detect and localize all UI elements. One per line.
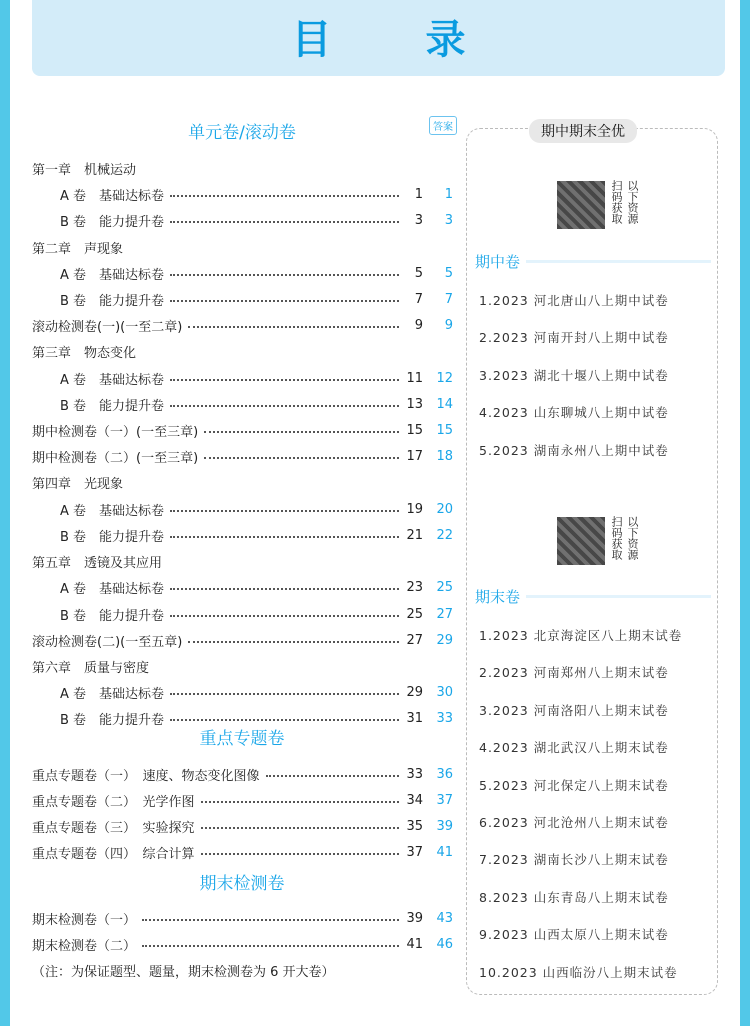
page-number: 37 [406,844,423,860]
exam-paper-link[interactable]: 3.2023 湖北十堰八上期中试卷 [479,367,669,383]
toc-entry[interactable] [32,789,457,811]
entry-label: B 卷 能力提升卷 [60,214,165,230]
answer-page-number: 9 [444,317,453,333]
toc-entry[interactable] [32,763,457,785]
dot-leader [201,801,399,803]
entry-label: 期末检测卷（一） [32,912,137,928]
entry-label: 重点专题卷（一） 速度、物态变化图像 [32,768,260,784]
entry-label: 第二章 声现象 [32,241,124,257]
entry-label: B 卷 能力提升卷 [60,712,165,728]
toc-entry[interactable] [32,393,457,415]
qr-caption-text: 扫码获取 [610,516,623,560]
page-number: 29 [406,684,423,700]
dot-leader [204,457,399,459]
dot-leader [170,274,399,276]
dot-leader [201,827,399,829]
toc-entry[interactable] [32,262,457,284]
page-number: 33 [406,766,423,782]
exam-paper-link[interactable]: 2.2023 河南郑州八上期末试卷 [479,665,669,681]
answer-page-number: 27 [436,606,453,622]
dot-leader [170,195,399,197]
answer-page-number: 7 [444,291,453,307]
entry-label: 重点专题卷（二） 光学作图 [32,794,195,810]
entry-label: A 卷 基础达标卷 [60,267,165,283]
entry-label: A 卷 基础达标卷 [60,188,165,204]
entry-label: B 卷 能力提升卷 [60,293,165,309]
entry-label: 期末检测卷（二） [32,938,137,954]
dot-leader [142,945,399,947]
toc-entry[interactable] [32,907,457,929]
dot-leader [142,919,399,921]
answer-page-number: 25 [436,579,453,595]
exam-paper-link[interactable]: 7.2023 湖南长沙八上期末试卷 [479,852,669,868]
toc-entry[interactable] [32,933,457,955]
exam-resources-panel [466,124,718,995]
exam-paper-link[interactable]: 5.2023 河北保定八上期末试卷 [479,777,669,793]
chapter-heading [32,157,457,179]
toc-entry[interactable] [32,367,457,389]
chapter-heading [32,471,457,493]
toc-entry[interactable] [32,815,457,837]
entry-label: 第三章 物态变化 [32,345,137,361]
dot-leader [170,405,399,407]
exam-paper-link[interactable]: 3.2023 河南洛阳八上期末试卷 [479,702,669,718]
chapter-heading [32,655,457,677]
entry-label: A 卷 基础达标卷 [60,686,165,702]
page-number: 9 [414,317,423,333]
entry-label: 第一章 机械运动 [32,162,137,178]
entry-label: A 卷 基础达标卷 [60,372,165,388]
panel-title: 期中期末全优 [529,119,637,143]
exam-paper-link[interactable]: 4.2023 湖北武汉八上期末试卷 [479,740,669,756]
entry-label: 期中检测卷（一）(一至三章) [32,424,199,440]
dot-leader [170,693,399,695]
answer-page-number: 39 [436,818,453,834]
page-number: 11 [406,370,423,386]
dot-leader [170,588,399,590]
page-number: 27 [406,632,423,648]
answer-page-number: 15 [436,422,453,438]
page-number: 3 [414,212,423,228]
page [10,0,740,1026]
page-title: 目 录 [291,17,506,63]
qr-code-image [557,181,605,229]
exam-paper-link[interactable]: 6.2023 河北沧州八上期末试卷 [479,815,669,830]
page-number: 5 [414,265,423,281]
title-banner [32,0,725,76]
entry-label: 第四章 光现象 [32,476,124,492]
toc-entry[interactable] [32,681,457,703]
exam-paper-link[interactable]: 9.2023 山西太原八上期末试卷 [479,927,669,943]
entry-label: B 卷 能力提升卷 [60,529,165,545]
toc-entry[interactable] [32,288,457,310]
entry-label: 重点专题卷（三） 实验探究 [32,820,195,836]
subsection-heading [475,251,711,272]
page-number: 25 [406,606,423,622]
exam-paper-link[interactable]: 10.2023 山西临汾八上期末试卷 [479,964,678,980]
entry-label: B 卷 能力提升卷 [60,608,165,624]
dot-leader [170,615,399,617]
exam-paper-link[interactable]: 4.2023 山东聊城八上期中试卷 [479,405,669,421]
dot-leader [170,379,399,381]
page-number: 34 [406,792,423,808]
answer-page-number: 18 [436,448,453,464]
page-number: 31 [406,710,423,726]
toc-entry[interactable] [32,841,457,863]
dot-leader [170,300,399,302]
toc-entry[interactable] [32,183,457,205]
dot-leader [170,536,399,538]
chapter-heading [32,550,457,572]
toc-entry[interactable] [32,498,457,520]
qr-code-image [557,517,605,565]
dot-leader [188,326,399,328]
section-heading: 期末检测卷 [199,874,285,894]
page-number: 17 [406,448,423,464]
page-number: 39 [406,910,423,926]
dot-leader [188,641,399,643]
entry-label: 第五章 透镜及其应用 [32,555,163,571]
toc-entry[interactable] [32,576,457,598]
answer-page-number: 46 [436,936,453,952]
entry-label: 期中检测卷（二）(一至三章) [32,450,199,466]
exam-paper-link[interactable]: 2.2023 河南开封八上期中试卷 [479,330,669,346]
exam-paper-link[interactable]: 1.2023 北京海淀区八上期末试卷 [479,628,683,643]
page-number: 19 [406,501,423,517]
answer-page-number: 33 [436,710,453,726]
entry-label: 滚动检测卷(二)(一至五章) [32,634,183,650]
answer-page-number: 30 [436,684,453,700]
section-heading: 重点专题卷 [199,729,285,749]
toc-entry[interactable] [32,419,457,441]
answer-page-number: 3 [444,212,453,228]
answer-page-number: 22 [436,527,453,543]
toc-entry[interactable] [32,524,457,546]
page-number: 13 [406,396,423,412]
entry-label: 第六章 质量与密度 [32,660,150,676]
entry-label: B 卷 能力提升卷 [60,398,165,414]
section-heading: 单元卷/滚动卷 [188,123,296,143]
answer-page-number: 37 [436,792,453,808]
answer-page-number: 29 [436,632,453,648]
page-number: 23 [406,579,423,595]
qr-caption [610,180,640,224]
dot-leader [170,719,399,721]
toc-entry[interactable] [32,629,457,651]
answer-badge: 答案 [429,116,457,135]
page-number: 1 [414,186,423,202]
answer-page-number: 41 [436,844,453,860]
page-number: 7 [414,291,423,307]
chapter-heading [32,340,457,362]
chapter-heading [32,236,457,258]
entry-label: 重点专题卷（四） 综合计算 [32,846,195,862]
qr-caption-text: 以下资源 [626,516,639,560]
dot-leader [201,853,399,855]
entry-label: 滚动检测卷(一)(一至二章) [32,319,183,335]
entry-label: A 卷 基础达标卷 [60,581,165,597]
answer-page-number: 20 [436,501,453,517]
answer-page-number: 12 [436,370,453,386]
dot-leader [170,510,399,512]
qr-caption [610,516,640,560]
final-heading: 期末卷 [475,588,521,606]
page-number: 21 [406,527,423,543]
dot-leader [204,431,399,433]
subsection-heading [475,586,711,607]
answer-page-number: 36 [436,766,453,782]
toc-entry[interactable] [32,314,457,336]
toc-entry[interactable] [32,603,457,625]
toc-entry[interactable] [32,209,457,231]
exam-paper-link[interactable]: 1.2023 河北唐山八上期中试卷 [479,293,669,308]
answer-page-number: 1 [444,186,453,202]
answer-page-number: 14 [436,396,453,412]
exam-paper-link[interactable]: 5.2023 湖南永州八上期中试卷 [479,442,669,458]
page-number: 15 [406,422,423,438]
dot-leader [170,221,399,223]
answer-page-number: 43 [436,910,453,926]
answer-page-number: 5 [444,265,453,281]
toc-entry[interactable] [32,445,457,467]
dot-leader [266,775,399,777]
midterm-heading: 期中卷 [475,253,521,271]
page-number: 35 [406,818,423,834]
footnote: （注：为保证题型、题量，期末检测卷为 6 开大卷） [32,965,335,980]
qr-caption-text: 扫码获取 [610,180,623,224]
page-number: 41 [406,936,423,952]
entry-label: A 卷 基础达标卷 [60,503,165,519]
exam-paper-link[interactable]: 8.2023 山东青岛八上期末试卷 [479,889,669,905]
qr-caption-text: 以下资源 [626,180,639,224]
